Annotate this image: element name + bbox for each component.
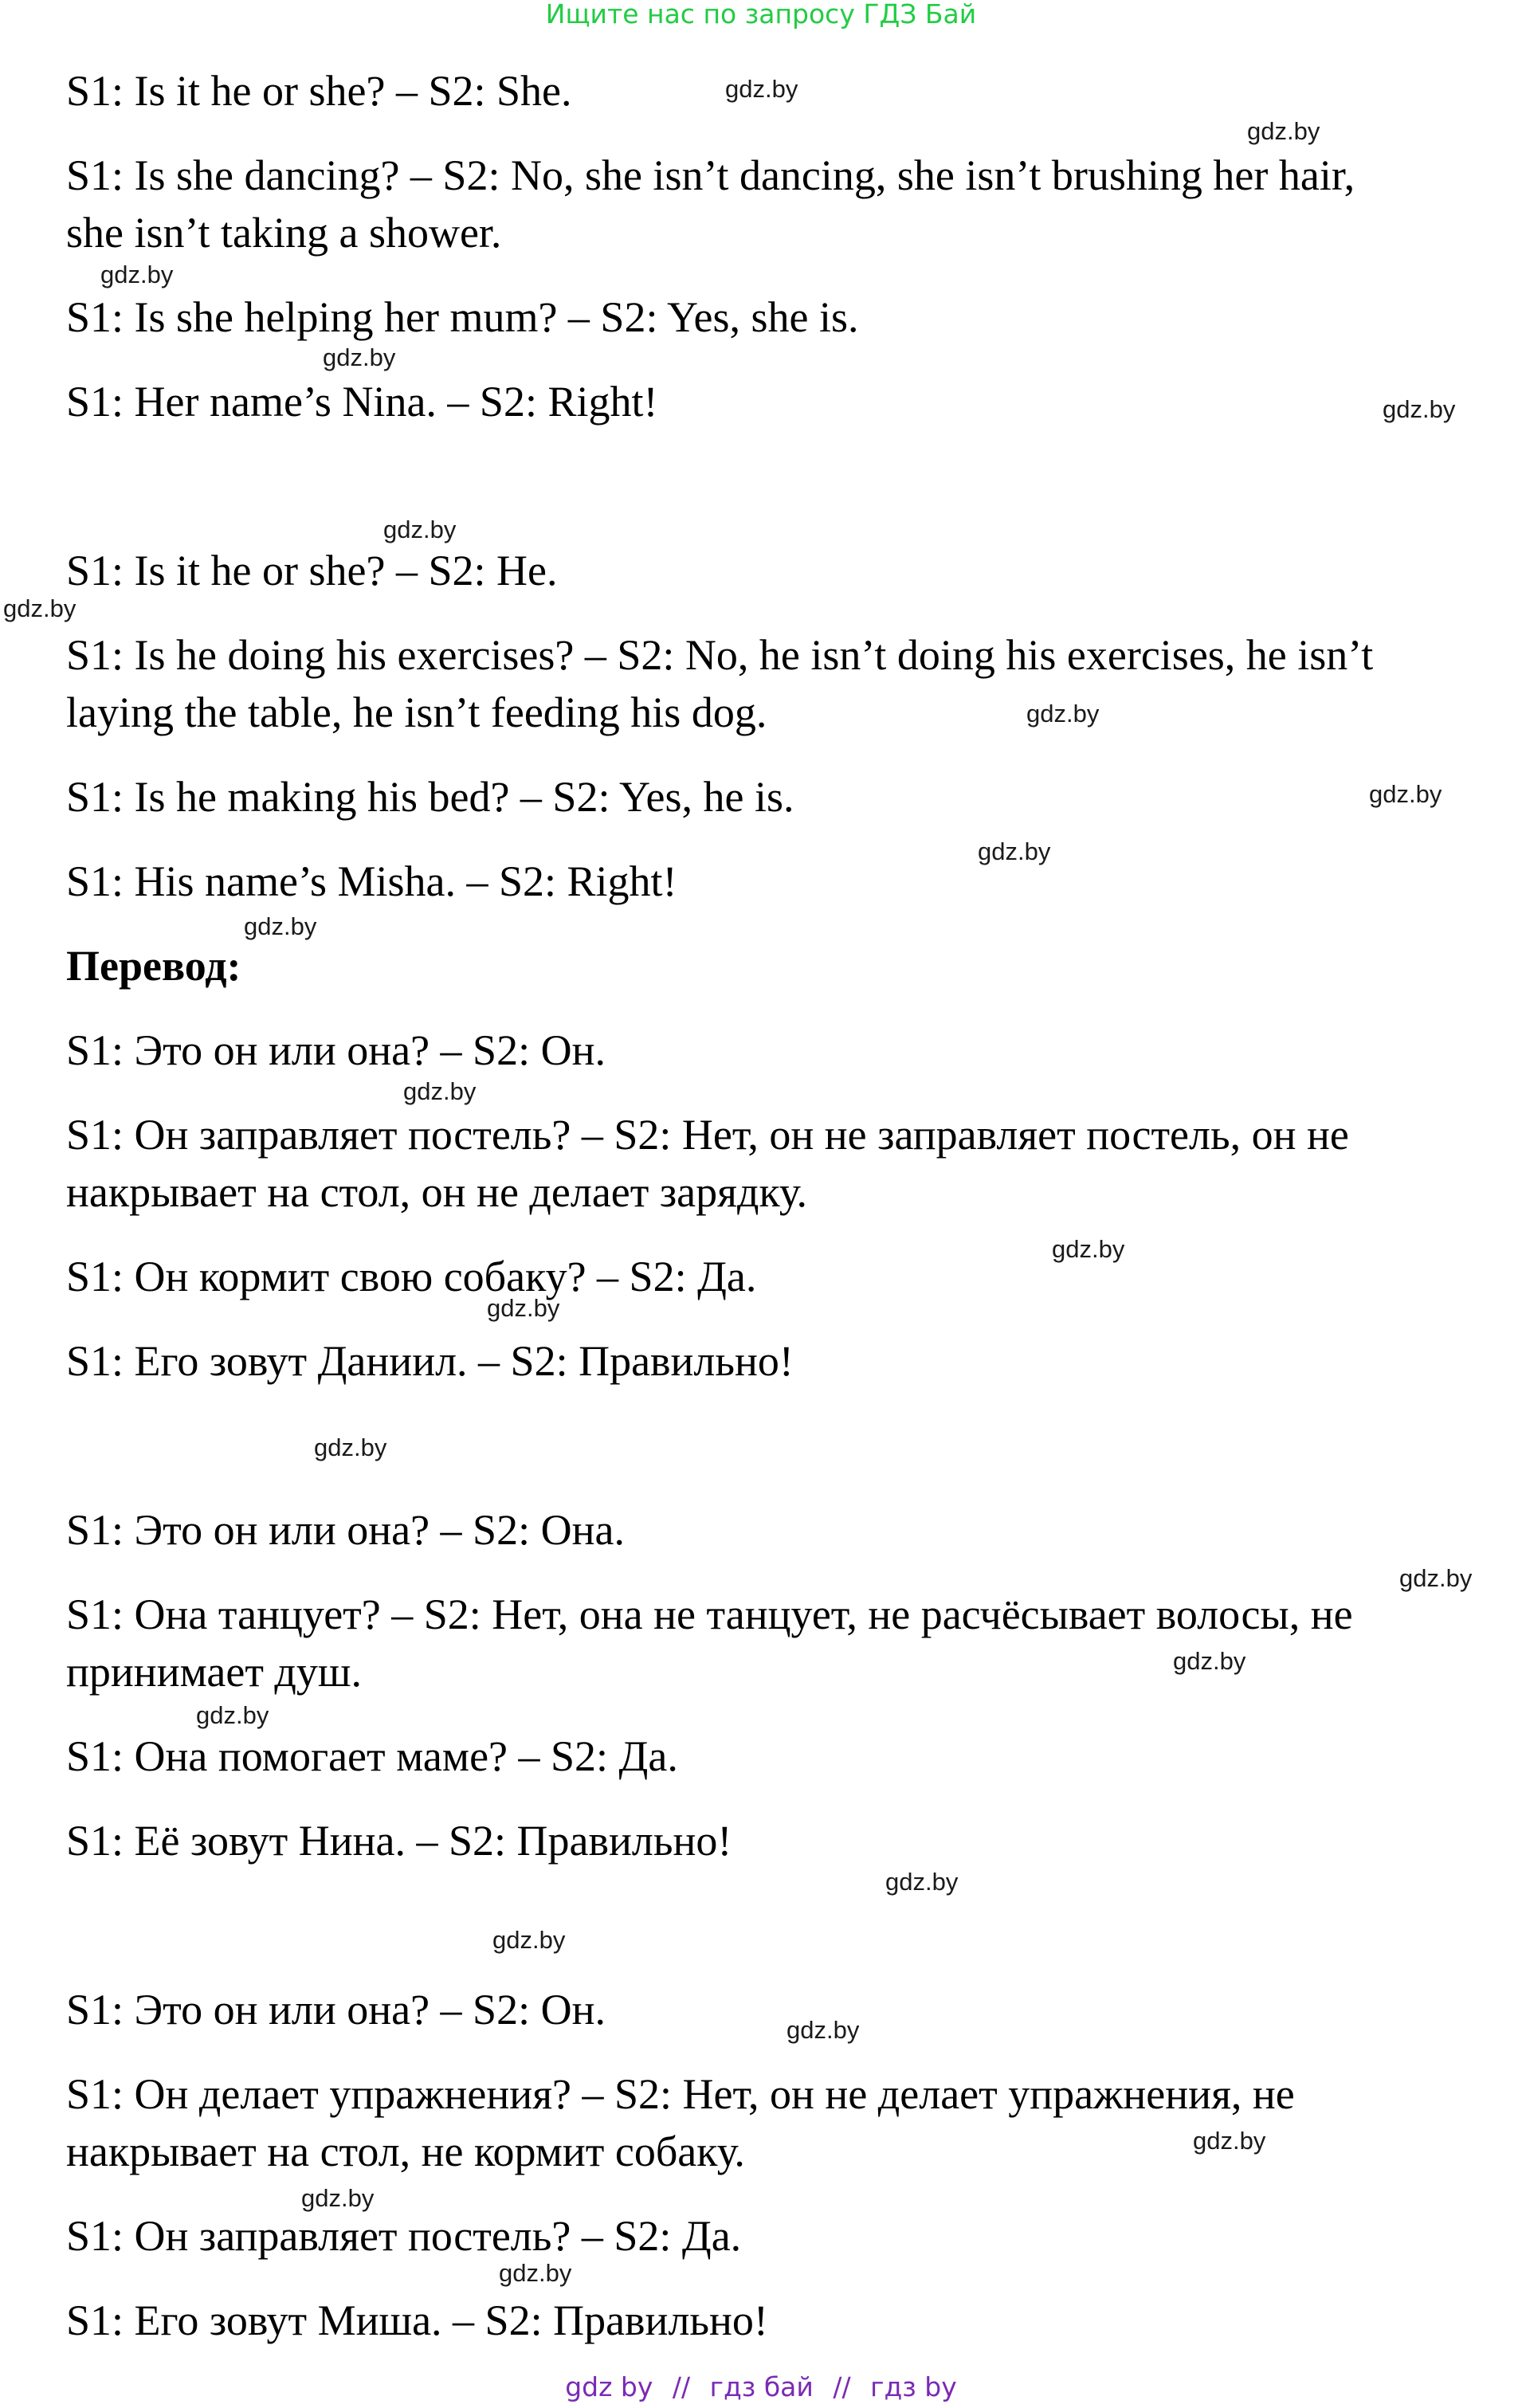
text-line: S1: Her name’s Nina. – S2: Right! — [66, 378, 658, 426]
text-line: S1: Is it he or she? – S2: He. — [66, 547, 558, 594]
text-line: S1: Это он или она? – S2: Она. — [66, 1506, 625, 1554]
text-line: S1: Он заправляет постель? – S2: Да. — [66, 2212, 742, 2260]
watermark: gdz.by — [487, 1294, 560, 1322]
watermark: gdz.by — [978, 837, 1051, 865]
text-line: S1: Он заправляет постель? – S2: Нет, он не заправляет постель, он не — [66, 1111, 1349, 1159]
text-line: накрывает на стол, не кормит собаку. — [66, 2128, 745, 2175]
watermark: gdz.by — [301, 2184, 375, 2212]
watermark: gdz.by — [492, 1926, 566, 1954]
footer — [0, 2373, 1522, 2402]
text-line: принимает душ. — [66, 1648, 362, 1696]
text-line: S1: Она танцует? – S2: Нет, она не танцует, не расчёсывает волосы, не — [66, 1590, 1353, 1638]
watermark: gdz.by — [3, 594, 76, 622]
watermark: gdz.by — [1383, 395, 1456, 423]
text-line: S1: His name’s Misha. – S2: Right! — [66, 857, 677, 905]
watermark: gdz.by — [100, 261, 174, 288]
watermark: gdz.by — [323, 343, 396, 371]
watermark: gdz.by — [1026, 700, 1100, 727]
watermark: gdz.by — [1193, 2127, 1266, 2155]
footer-separator: // — [672, 2371, 691, 2402]
watermark: gdz.by — [403, 1077, 477, 1105]
text-line: she isn’t taking a shower. — [66, 209, 502, 257]
text-line: S1: Она помогает маме? – S2: Да. — [66, 1732, 678, 1780]
text-line: S1: Is she helping her mum? – S2: Yes, she is. — [66, 293, 859, 341]
watermark: gdz.by — [244, 912, 317, 940]
footer-link-gdz-by[interactable]: gdz by — [565, 2371, 653, 2402]
watermark: gdz.by — [1247, 117, 1320, 145]
text-line: S1: Его зовут Миша. – S2: Правильно! — [66, 2296, 768, 2344]
watermark: gdz.by — [1173, 1647, 1246, 1675]
top-banner: Ищите нас по запросу ГДЗ Бай — [545, 0, 977, 29]
text-line: S1: Is he making his bed? – S2: Yes, he is. — [66, 773, 794, 821]
text-line: S1: Его зовут Даниил. – S2: Правильно! — [66, 1337, 794, 1385]
watermark: gdz.by — [786, 2016, 860, 2044]
text-line: S1: Это он или она? – S2: Он. — [66, 1026, 606, 1074]
watermark: gdz.by — [499, 2259, 572, 2287]
text-line: S1: Is she dancing? – S2: No, she isn’t dancing, she isn’t brushing her hair, — [66, 151, 1355, 199]
watermark: gdz.by — [1399, 1564, 1473, 1592]
watermark: gdz.by — [885, 1868, 959, 1896]
watermark: gdz.by — [1369, 780, 1442, 808]
text-line: S1: Он кормит свою собаку? – S2: Да. — [66, 1253, 757, 1300]
watermark: gdz.by — [383, 516, 457, 543]
text-line: S1: Это он или она? – S2: Он. — [66, 1986, 606, 2033]
watermark: gdz.by — [314, 1433, 387, 1461]
watermark: gdz.by — [196, 1701, 269, 1729]
text-line: S1: Is he doing his exercises? – S2: No, he isn’t doing his exercises, he isn’t — [66, 631, 1374, 679]
text-line: накрывает на стол, он не делает зарядку. — [66, 1168, 808, 1216]
text-line: S1: Он делает упражнения? – S2: Нет, он не делает упражнения, не — [66, 2070, 1295, 2118]
text-line: S1: Is it he or she? – S2: She. — [66, 67, 572, 115]
watermark: gdz.by — [1052, 1235, 1125, 1263]
watermark: gdz.by — [725, 75, 798, 103]
text-line: laying the table, he isn’t feeding his dog. — [66, 688, 767, 736]
footer-link-gdz-by-cyr[interactable]: гдз by — [870, 2371, 957, 2402]
footer-separator: // — [833, 2371, 851, 2402]
translation-heading: Перевод: — [66, 942, 241, 990]
footer-link-gdz-bai[interactable]: гдз бай — [709, 2371, 814, 2402]
text-line: S1: Её зовут Нина. – S2: Правильно! — [66, 1817, 732, 1865]
